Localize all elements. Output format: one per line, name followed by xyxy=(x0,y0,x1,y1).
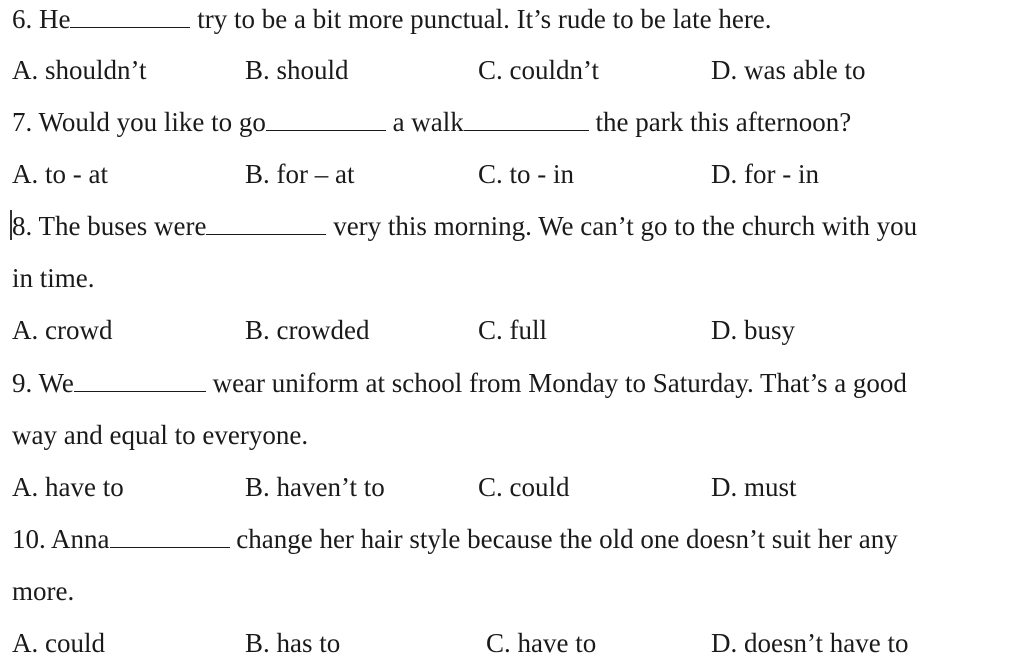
question-7-blank-1 xyxy=(266,108,386,131)
question-6-stem xyxy=(12,2,772,36)
question-6-option-c: C. couldn’t xyxy=(478,55,599,85)
question-9-stem xyxy=(12,366,907,400)
question-9-option-d: D. must xyxy=(711,472,797,502)
question-9-number: 9. We xyxy=(12,368,74,398)
question-8-option-a: A. crowd xyxy=(12,315,113,345)
question-10-number: 10. Anna xyxy=(12,524,110,554)
question-9-option-a: A. have to xyxy=(12,472,124,502)
question-8-number: 8. The buses were xyxy=(12,211,207,241)
question-7-option-d: D. for - in xyxy=(711,159,819,189)
question-7-stem xyxy=(12,105,851,139)
question-7-text: the park this afternoon? xyxy=(595,107,852,137)
question-6-blank xyxy=(70,5,190,28)
question-10-option-d: D. doesn’t have to xyxy=(711,628,909,658)
question-6-text: try to be a bit more punctual. It’s rude to be late here. xyxy=(197,4,772,34)
question-6-option-a: A. shouldn’t xyxy=(12,55,147,85)
question-7-option-a: A. to - at xyxy=(12,159,108,189)
question-10-option-b: B. has to xyxy=(245,628,341,658)
question-7-blank-2 xyxy=(464,108,589,131)
question-10-text: change her hair style because the old one doesn’t suit her any xyxy=(236,524,898,554)
question-8-option-d: D. busy xyxy=(711,315,796,345)
question-6-option-d: D. was able to xyxy=(711,55,866,85)
question-8-blank xyxy=(206,212,326,235)
question-9-blank xyxy=(74,369,206,392)
question-9-text: wear uniform at school from Monday to Saturday. That’s a good xyxy=(212,368,907,398)
question-7-option-b: B. for – at xyxy=(245,159,355,189)
question-6-number: 6. He xyxy=(12,4,71,34)
question-7-option-c: C. to - in xyxy=(478,159,575,189)
question-7-number: 7. Would you like to go xyxy=(12,107,266,137)
question-6-option-b: B. should xyxy=(245,55,349,85)
question-9-continuation: way and equal to everyone. xyxy=(12,420,309,450)
question-8-text: very this morning. We can’t go to the church with you xyxy=(333,211,918,241)
question-9-option-b: B. haven’t to xyxy=(245,472,385,502)
question-10-option-a: A. could xyxy=(12,628,105,658)
question-8-continuation: in time. xyxy=(12,263,95,293)
question-10-stem xyxy=(12,522,898,556)
question-10-continuation: more. xyxy=(12,576,75,606)
question-9-option-c: C. could xyxy=(478,472,570,502)
question-10-option-c: C. have to xyxy=(486,628,597,658)
question-8-stem xyxy=(12,209,917,243)
question-8-option-c: C. full xyxy=(478,315,548,345)
question-8-option-b: B. crowded xyxy=(245,315,370,345)
question-10-blank xyxy=(110,525,230,548)
question-7-middle: a walk xyxy=(392,107,464,137)
